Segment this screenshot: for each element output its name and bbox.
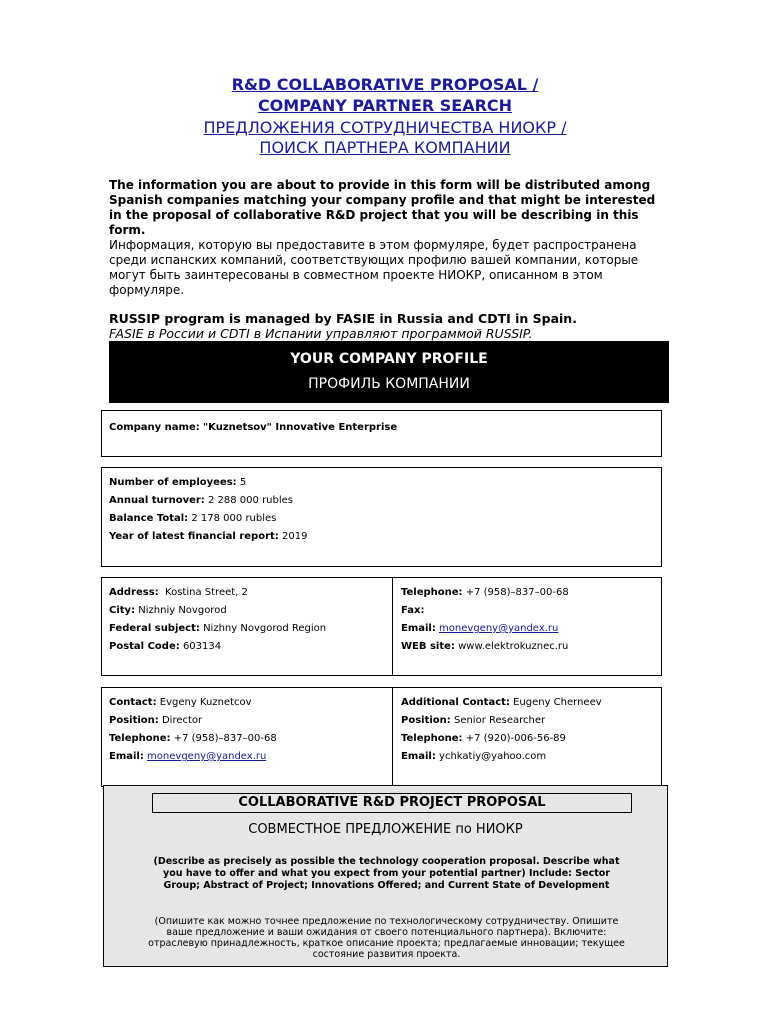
program-section (109, 311, 669, 341)
city-row (109, 605, 227, 616)
contact-row (109, 697, 252, 708)
employees-row (109, 477, 246, 488)
company-phone-row (401, 587, 569, 598)
balance-label: Balance Total: (109, 513, 189, 524)
contacts-divider (392, 688, 393, 786)
proposal-title-ru: СОВМЕСТНОЕ ПРЕДЛОЖЕНИЕ по НИОКР (248, 822, 523, 837)
website-label: WEB site: (401, 641, 455, 652)
company-name-label: Company name: (109, 422, 200, 433)
title-en-line1: R&D COLLABORATIVE PROPOSAL / (231, 75, 539, 94)
proposal-title-en: COLLABORATIVE R&D PROJECT PROPOSAL (152, 793, 632, 813)
postal-code-value: 603134 (182, 641, 222, 652)
postal-code-label: Postal Code: (109, 641, 180, 652)
contact-value: Evgeny Kuznetcov (159, 697, 252, 708)
company-profile-banner (109, 341, 669, 403)
title-ru-line2: ПОИСК ПАРТНЕРА КОМПАНИИ (259, 138, 511, 157)
website-value: www.elektrokuznec.ru (458, 641, 569, 652)
contact-email-row (109, 751, 266, 762)
additional-email-label: Email: (401, 751, 436, 762)
fax-label: Fax: (401, 605, 425, 616)
balance-value: 2 178 000 rubles (191, 513, 277, 524)
turnover-value: 2 288 000 rubles (208, 495, 294, 506)
contact-phone-value: +7 (958)–837–00-68 (173, 733, 277, 744)
additional-contact-row (401, 697, 602, 708)
additional-position-label: Position: (401, 715, 451, 726)
employees-label: Number of employees: (109, 477, 237, 488)
report-year-label: Year of latest financial report: (109, 531, 279, 542)
address-value: Kostina Street, 2 (165, 587, 248, 598)
company-email-link[interactable]: monevgeny@yandex.ru (439, 623, 559, 634)
company-name-row (109, 422, 397, 433)
contact-phone-label: Telephone: (109, 733, 171, 744)
company-name-box (101, 410, 662, 457)
intro-section (109, 178, 664, 298)
additional-contact-label: Additional Contact: (401, 697, 510, 708)
fax-row (401, 605, 424, 616)
website-row (401, 641, 568, 652)
additional-email-row (401, 751, 546, 762)
employees-value: 5 (239, 477, 247, 488)
contact-position-label: Position: (109, 715, 159, 726)
additional-email-value: ychkatiy@yahoo.com (439, 751, 547, 762)
intro-text-en: The information you are about to provide in this form will be distributed among Spanish companies matching your company profile and that might be interested in the proposal of collaborative R&D project that you will be describing in this form. (109, 178, 656, 237)
company-finance-box (101, 467, 662, 567)
contact-label: Contact: (109, 697, 157, 708)
company-address-box (101, 577, 662, 676)
company-phone-value: +7 (958)–837–00-68 (465, 587, 569, 598)
intro-text-ru: Информация, которую вы предоставите в этом формуляре, будет распространена среди испанских компаний, соответствующих профилю вашей компании, которые могут быть заинтересованы в совместном проекте НИОКР, описанном в этом формуляре. (109, 238, 639, 297)
additional-phone-value: +7 (920)-006-56-89 (465, 733, 566, 744)
program-text-ru: FASIE в России и CDTI в Испании управляют программой RUSSIP. (109, 326, 533, 341)
company-email-row (401, 623, 558, 634)
turnover-label: Annual turnover: (109, 495, 205, 506)
contact-email-link[interactable]: monevgeny@yandex.ru (147, 751, 267, 762)
federal-subject-row (109, 623, 326, 634)
proposal-description-en: (Describe as precisely as possible the technology cooperation proposal. Describe what you have to offer and what you expect from your potential partner) Include: Sector Group; Abstract of Project; Innovations Offered; and Current State of Development (153, 856, 620, 891)
proposal-description-ru: (Опишите как можно точнее предложение по технологическому сотрудничеству. Опишите ваше предложение и ваши ожидания от своего потенциального партнера). Включите: отраслевую принадлежность, краткое описание проекта; предлагаемые инновации; текущее состояние развития проекта. (148, 916, 625, 960)
report-year-row (109, 531, 307, 542)
contact-phone-row (109, 733, 277, 744)
contacts-box (101, 687, 662, 787)
company-phone-label: Telephone: (401, 587, 463, 598)
contact-email-label: Email: (109, 751, 144, 762)
profile-title-ru: ПРОФИЛЬ КОМПАНИИ (308, 376, 470, 392)
proposal-section (103, 785, 668, 967)
additional-phone-row (401, 733, 566, 744)
additional-phone-label: Telephone: (401, 733, 463, 744)
city-value: Nizhniy Novgorod (138, 605, 227, 616)
balance-row (109, 513, 276, 524)
additional-contact-value: Eugeny Cherneev (513, 697, 602, 708)
contact-position-row (109, 715, 202, 726)
address-row (109, 587, 248, 598)
contact-position-value: Director (161, 715, 203, 726)
title-ru-line1: ПРЕДЛОЖЕНИЯ СОТРУДНИЧЕСТВА НИОКР / (203, 118, 567, 137)
postal-code-row (109, 641, 221, 652)
federal-subject-label: Federal subject: (109, 623, 200, 634)
profile-title-en: YOUR COMPANY PROFILE (290, 351, 488, 367)
company-email-label: Email: (401, 623, 436, 634)
turnover-row (109, 495, 293, 506)
address-label: Address: (109, 587, 159, 598)
title-en-line2: COMPANY PARTNER SEARCH (257, 96, 513, 115)
company-name-value: "Kuznetsov" Innovative Enterprise (202, 422, 398, 433)
additional-position-row (401, 715, 545, 726)
address-divider (392, 578, 393, 675)
federal-subject-value: Nizhny Novgorod Region (203, 623, 327, 634)
program-text-en: RUSSIP program is managed by FASIE in Russia and CDTI in Spain. (109, 311, 577, 326)
additional-position-value: Senior Researcher (453, 715, 546, 726)
report-year-value: 2019 (281, 531, 308, 542)
city-label: City: (109, 605, 136, 616)
